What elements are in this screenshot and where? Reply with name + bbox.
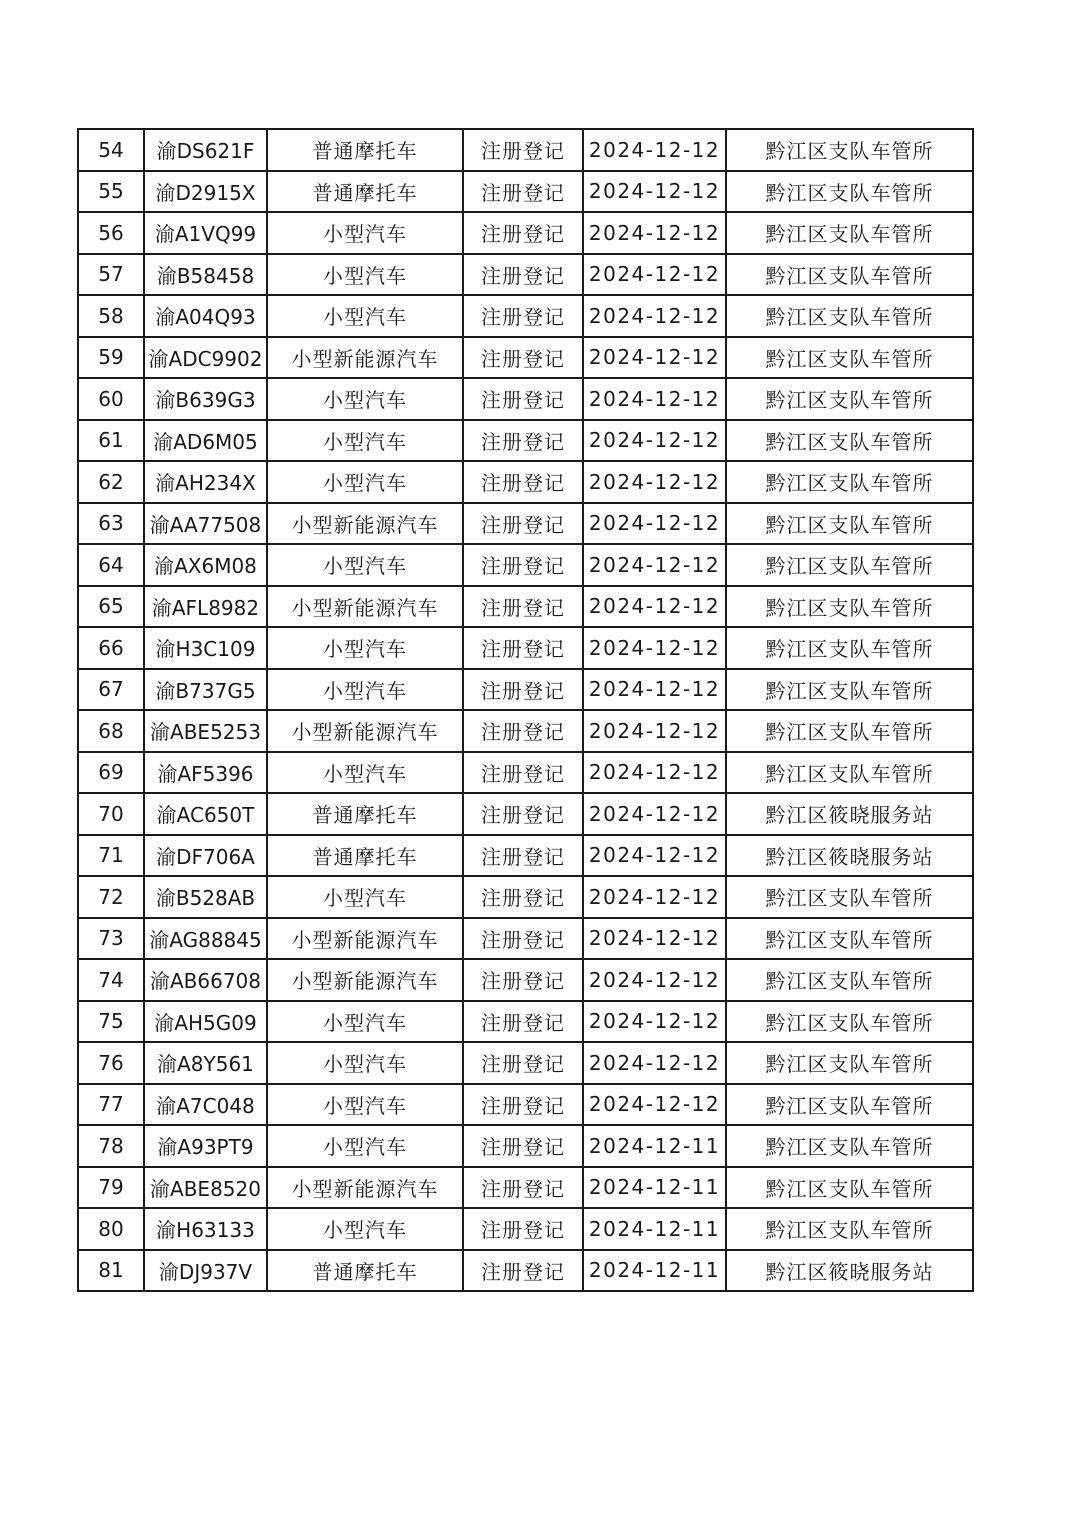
table-row <box>78 129 973 171</box>
cell-plate-number: 渝AFL8982 <box>144 586 267 628</box>
cell-business-type: 注册登记 <box>463 1250 583 1292</box>
cell-vehicle-type: 小型汽车 <box>267 876 463 918</box>
cell-vehicle-type: 小型汽车 <box>267 461 463 503</box>
cell-serial-number: 69 <box>78 752 144 794</box>
cell-serial-number: 68 <box>78 710 144 752</box>
cell-vehicle-type: 小型汽车 <box>267 212 463 254</box>
cell-business-type: 注册登记 <box>463 212 583 254</box>
cell-plate-number: 渝B528AB <box>144 876 267 918</box>
table-row <box>78 171 973 213</box>
cell-date: 2024-12-12 <box>583 171 726 213</box>
cell-vehicle-type: 小型新能源汽车 <box>267 959 463 1001</box>
cell-plate-number: 渝AG88845 <box>144 918 267 960</box>
table-row <box>78 420 973 462</box>
cell-vehicle-type: 小型新能源汽车 <box>267 1167 463 1209</box>
cell-date: 2024-12-12 <box>583 586 726 628</box>
cell-business-type: 注册登记 <box>463 959 583 1001</box>
cell-serial-number: 55 <box>78 171 144 213</box>
cell-vehicle-type: 小型汽车 <box>267 295 463 337</box>
cell-office: 黔江区支队车管所 <box>726 1208 973 1250</box>
table-row <box>78 378 973 420</box>
cell-serial-number: 67 <box>78 669 144 711</box>
cell-office: 黔江区支队车管所 <box>726 959 973 1001</box>
cell-serial-number: 77 <box>78 1084 144 1126</box>
table-row <box>78 1250 973 1292</box>
cell-vehicle-type: 小型汽车 <box>267 1084 463 1126</box>
cell-vehicle-type: 小型新能源汽车 <box>267 918 463 960</box>
cell-date: 2024-12-11 <box>583 1208 726 1250</box>
cell-date: 2024-12-12 <box>583 876 726 918</box>
cell-date: 2024-12-12 <box>583 378 726 420</box>
table-row <box>78 544 973 586</box>
table-row <box>78 1167 973 1209</box>
cell-business-type: 注册登记 <box>463 1167 583 1209</box>
cell-serial-number: 71 <box>78 835 144 877</box>
cell-serial-number: 74 <box>78 959 144 1001</box>
table-row <box>78 918 973 960</box>
cell-business-type: 注册登记 <box>463 171 583 213</box>
cell-serial-number: 75 <box>78 1001 144 1043</box>
table-row <box>78 959 973 1001</box>
cell-plate-number: 渝H63133 <box>144 1208 267 1250</box>
cell-plate-number: 渝AF5396 <box>144 752 267 794</box>
cell-business-type: 注册登记 <box>463 378 583 420</box>
cell-business-type: 注册登记 <box>463 461 583 503</box>
cell-business-type: 注册登记 <box>463 254 583 296</box>
cell-office: 黔江区支队车管所 <box>726 461 973 503</box>
cell-office: 黔江区支队车管所 <box>726 752 973 794</box>
cell-business-type: 注册登记 <box>463 1208 583 1250</box>
cell-date: 2024-12-12 <box>583 212 726 254</box>
cell-business-type: 注册登记 <box>463 793 583 835</box>
cell-office: 黔江区支队车管所 <box>726 586 973 628</box>
cell-business-type: 注册登记 <box>463 129 583 171</box>
cell-vehicle-type: 小型新能源汽车 <box>267 503 463 545</box>
cell-office: 黔江区支队车管所 <box>726 503 973 545</box>
cell-office: 黔江区支队车管所 <box>726 669 973 711</box>
cell-vehicle-type: 普通摩托车 <box>267 1250 463 1292</box>
cell-plate-number: 渝DF706A <box>144 835 267 877</box>
cell-vehicle-type: 小型汽车 <box>267 669 463 711</box>
cell-date: 2024-12-12 <box>583 1001 726 1043</box>
table-row <box>78 1208 973 1250</box>
registration-table <box>77 128 974 1292</box>
cell-serial-number: 72 <box>78 876 144 918</box>
cell-vehicle-type: 小型新能源汽车 <box>267 337 463 379</box>
cell-plate-number: 渝DJ937V <box>144 1250 267 1292</box>
cell-vehicle-type: 小型新能源汽车 <box>267 710 463 752</box>
cell-vehicle-type: 小型汽车 <box>267 544 463 586</box>
cell-vehicle-type: 小型汽车 <box>267 420 463 462</box>
cell-plate-number: 渝AC650T <box>144 793 267 835</box>
cell-vehicle-type: 小型汽车 <box>267 627 463 669</box>
table-row <box>78 212 973 254</box>
cell-serial-number: 64 <box>78 544 144 586</box>
cell-plate-number: 渝AH5G09 <box>144 1001 267 1043</box>
cell-vehicle-type: 小型汽车 <box>267 378 463 420</box>
cell-serial-number: 60 <box>78 378 144 420</box>
cell-business-type: 注册登记 <box>463 918 583 960</box>
cell-vehicle-type: 小型汽车 <box>267 752 463 794</box>
cell-office: 黔江区支队车管所 <box>726 627 973 669</box>
cell-business-type: 注册登记 <box>463 669 583 711</box>
table-row <box>78 254 973 296</box>
cell-plate-number: 渝A8Y561 <box>144 1042 267 1084</box>
table-row <box>78 1001 973 1043</box>
cell-date: 2024-12-12 <box>583 710 726 752</box>
table-body <box>78 129 973 1291</box>
cell-plate-number: 渝B639G3 <box>144 378 267 420</box>
table-row <box>78 793 973 835</box>
cell-office: 黔江区支队车管所 <box>726 544 973 586</box>
cell-office: 黔江区支队车管所 <box>726 1084 973 1126</box>
cell-office: 黔江区支队车管所 <box>726 171 973 213</box>
table-row <box>78 876 973 918</box>
cell-office: 黔江区支队车管所 <box>726 254 973 296</box>
cell-business-type: 注册登记 <box>463 503 583 545</box>
table-row <box>78 835 973 877</box>
cell-plate-number: 渝AH234X <box>144 461 267 503</box>
cell-office: 黔江区筱晓服务站 <box>726 1250 973 1292</box>
cell-vehicle-type: 小型汽车 <box>267 1125 463 1167</box>
cell-office: 黔江区支队车管所 <box>726 129 973 171</box>
cell-serial-number: 73 <box>78 918 144 960</box>
cell-plate-number: 渝A93PT9 <box>144 1125 267 1167</box>
table-row <box>78 669 973 711</box>
cell-serial-number: 78 <box>78 1125 144 1167</box>
cell-office: 黔江区支队车管所 <box>726 212 973 254</box>
cell-plate-number: 渝B737G5 <box>144 669 267 711</box>
cell-serial-number: 54 <box>78 129 144 171</box>
cell-serial-number: 61 <box>78 420 144 462</box>
cell-date: 2024-12-11 <box>583 1250 726 1292</box>
cell-business-type: 注册登记 <box>463 1001 583 1043</box>
cell-serial-number: 63 <box>78 503 144 545</box>
table-row <box>78 710 973 752</box>
cell-office: 黔江区支队车管所 <box>726 1125 973 1167</box>
cell-business-type: 注册登记 <box>463 835 583 877</box>
cell-date: 2024-12-12 <box>583 420 726 462</box>
cell-serial-number: 62 <box>78 461 144 503</box>
cell-vehicle-type: 小型汽车 <box>267 1001 463 1043</box>
cell-business-type: 注册登记 <box>463 876 583 918</box>
cell-plate-number: 渝A04Q93 <box>144 295 267 337</box>
cell-plate-number: 渝H3C109 <box>144 627 267 669</box>
cell-business-type: 注册登记 <box>463 295 583 337</box>
cell-date: 2024-12-12 <box>583 669 726 711</box>
cell-date: 2024-12-12 <box>583 918 726 960</box>
cell-serial-number: 76 <box>78 1042 144 1084</box>
cell-office: 黔江区支队车管所 <box>726 1001 973 1043</box>
table-row <box>78 337 973 379</box>
cell-serial-number: 81 <box>78 1250 144 1292</box>
cell-date: 2024-12-12 <box>583 1084 726 1126</box>
cell-date: 2024-12-11 <box>583 1167 726 1209</box>
cell-plate-number: 渝AD6M05 <box>144 420 267 462</box>
table-row <box>78 503 973 545</box>
cell-vehicle-type: 普通摩托车 <box>267 129 463 171</box>
cell-office: 黔江区筱晓服务站 <box>726 835 973 877</box>
cell-plate-number: 渝A1VQ99 <box>144 212 267 254</box>
cell-plate-number: 渝D2915X <box>144 171 267 213</box>
cell-date: 2024-12-11 <box>583 1125 726 1167</box>
cell-vehicle-type: 小型汽车 <box>267 1208 463 1250</box>
cell-date: 2024-12-12 <box>583 461 726 503</box>
cell-office: 黔江区支队车管所 <box>726 876 973 918</box>
cell-date: 2024-12-12 <box>583 295 726 337</box>
cell-plate-number: 渝AB66708 <box>144 959 267 1001</box>
cell-date: 2024-12-12 <box>583 752 726 794</box>
cell-plate-number: 渝ADC9902 <box>144 337 267 379</box>
cell-date: 2024-12-12 <box>583 793 726 835</box>
cell-date: 2024-12-12 <box>583 503 726 545</box>
cell-date: 2024-12-12 <box>583 959 726 1001</box>
table-row <box>78 1084 973 1126</box>
cell-business-type: 注册登记 <box>463 586 583 628</box>
cell-vehicle-type: 小型汽车 <box>267 1042 463 1084</box>
cell-serial-number: 59 <box>78 337 144 379</box>
table-row <box>78 1125 973 1167</box>
cell-office: 黔江区支队车管所 <box>726 420 973 462</box>
cell-business-type: 注册登记 <box>463 627 583 669</box>
cell-office: 黔江区支队车管所 <box>726 378 973 420</box>
cell-serial-number: 65 <box>78 586 144 628</box>
table-row <box>78 586 973 628</box>
table-row <box>78 461 973 503</box>
cell-business-type: 注册登记 <box>463 1042 583 1084</box>
cell-vehicle-type: 小型汽车 <box>267 254 463 296</box>
cell-vehicle-type: 普通摩托车 <box>267 793 463 835</box>
cell-date: 2024-12-12 <box>583 129 726 171</box>
cell-office: 黔江区支队车管所 <box>726 337 973 379</box>
cell-business-type: 注册登记 <box>463 420 583 462</box>
cell-plate-number: 渝B58458 <box>144 254 267 296</box>
cell-date: 2024-12-12 <box>583 544 726 586</box>
table-row <box>78 1042 973 1084</box>
cell-date: 2024-12-12 <box>583 627 726 669</box>
cell-business-type: 注册登记 <box>463 1125 583 1167</box>
table-row <box>78 295 973 337</box>
cell-serial-number: 57 <box>78 254 144 296</box>
cell-office: 黔江区支队车管所 <box>726 295 973 337</box>
cell-plate-number: 渝DS621F <box>144 129 267 171</box>
cell-plate-number: 渝A7C048 <box>144 1084 267 1126</box>
cell-business-type: 注册登记 <box>463 337 583 379</box>
cell-date: 2024-12-12 <box>583 254 726 296</box>
cell-vehicle-type: 普通摩托车 <box>267 171 463 213</box>
table-row <box>78 627 973 669</box>
cell-serial-number: 80 <box>78 1208 144 1250</box>
cell-plate-number: 渝AA77508 <box>144 503 267 545</box>
cell-vehicle-type: 普通摩托车 <box>267 835 463 877</box>
cell-business-type: 注册登记 <box>463 752 583 794</box>
table-row <box>78 752 973 794</box>
cell-business-type: 注册登记 <box>463 1084 583 1126</box>
cell-date: 2024-12-12 <box>583 835 726 877</box>
cell-plate-number: 渝ABE5253 <box>144 710 267 752</box>
cell-vehicle-type: 小型新能源汽车 <box>267 586 463 628</box>
cell-office: 黔江区支队车管所 <box>726 710 973 752</box>
cell-serial-number: 56 <box>78 212 144 254</box>
cell-serial-number: 66 <box>78 627 144 669</box>
cell-date: 2024-12-12 <box>583 1042 726 1084</box>
cell-office: 黔江区筱晓服务站 <box>726 793 973 835</box>
cell-serial-number: 70 <box>78 793 144 835</box>
cell-serial-number: 58 <box>78 295 144 337</box>
cell-date: 2024-12-12 <box>583 337 726 379</box>
cell-business-type: 注册登记 <box>463 544 583 586</box>
cell-office: 黔江区支队车管所 <box>726 1167 973 1209</box>
cell-plate-number: 渝AX6M08 <box>144 544 267 586</box>
cell-office: 黔江区支队车管所 <box>726 1042 973 1084</box>
cell-business-type: 注册登记 <box>463 710 583 752</box>
cell-office: 黔江区支队车管所 <box>726 918 973 960</box>
cell-serial-number: 79 <box>78 1167 144 1209</box>
cell-plate-number: 渝ABE8520 <box>144 1167 267 1209</box>
